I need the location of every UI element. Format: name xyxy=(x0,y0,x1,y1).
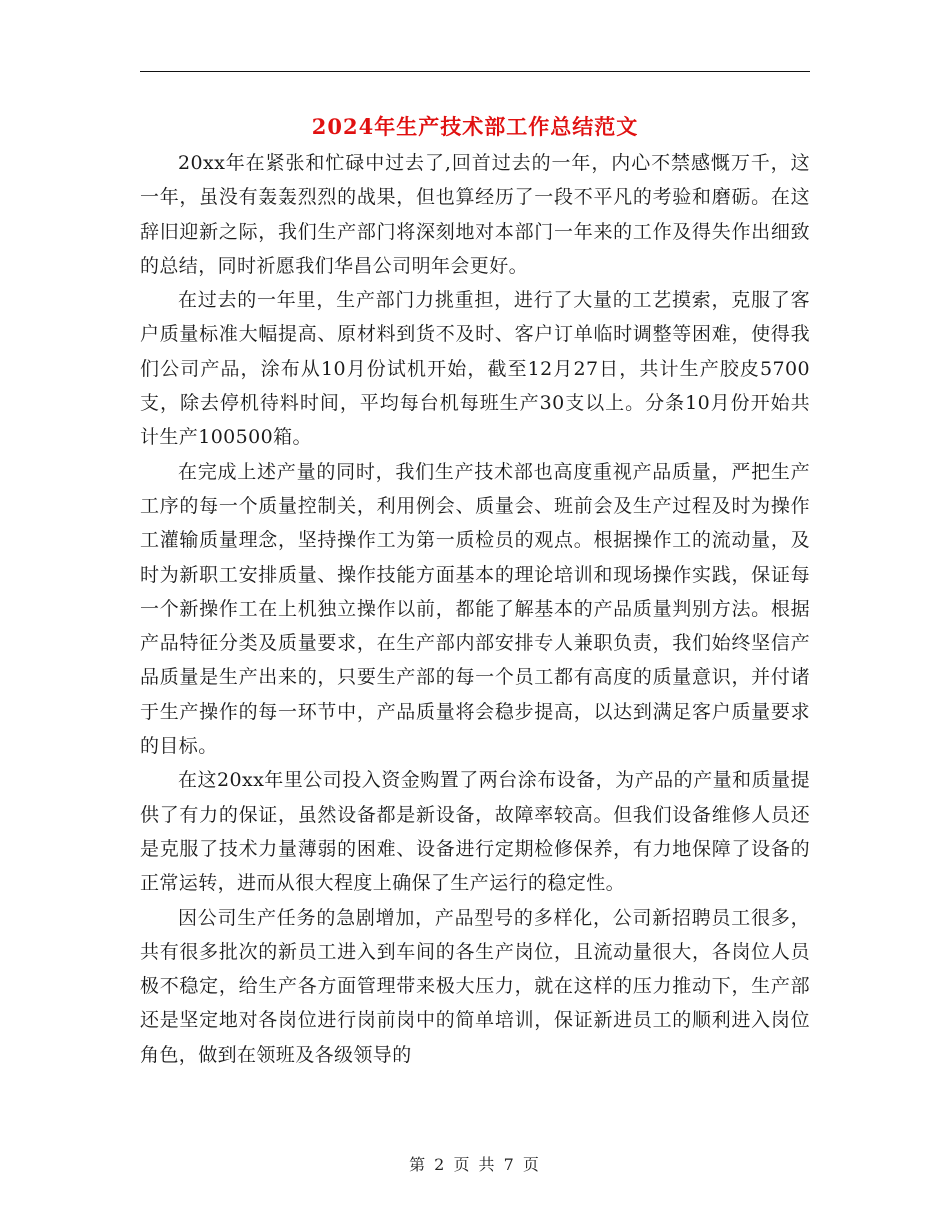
paragraph: 因公司生产任务的急剧增加，产品型号的多样化，公司新招聘员工很多，共有很多批次的新员工进入到车间的各生产岗位，且流动量很大，各岗位人员极不稳定，给生产各方面管理带来极大压力，就在这样的压力推动下，生产部还是坚定地对各岗位进行岗前岗中的简单培训，保证新进员工的顺利进入岗位角色，做到在领班及各级领导的 xyxy=(140,906,810,1066)
paragraph: 在这20xx年里公司投入资金购置了两台涂布设备，为产品的产量和质量提供了有力的保证，虽然设备都是新设备，故障率较高。但我们设备维修人员还是克服了技术力量薄弱的困难、设备进行定期检修保养，有力地保障了设备的正常运转，进而从很大程度上确保了生产运行的稳定性。 xyxy=(140,769,810,895)
paragraph: 在过去的一年里，生产部门力挑重担，进行了大量的工艺摸索，克服了客户质量标准大幅提高、原材料到货不及时、客户订单临时调整等困难，使得我们公司产品，涂布从10月份试机开始，截至12月27日，共计生产胶皮5700支，除去停机待料时间，平均每台机每班生产30支以上。分条10月份开始共计生产100500箱。 xyxy=(140,289,810,449)
document-body xyxy=(140,146,810,1072)
paragraph: 20xx年在紧张和忙碌中过去了,回首过去的一年，内心不禁感慨万千，这一年，虽没有轰轰烈烈的战果，但也算经历了一段不平凡的考验和磨砺。在这辞旧迎新之际，我们生产部门将深刻地对本部门一年来的工作及得失作出细致的总结，同时祈愿我们华昌公司明年会更好。 xyxy=(140,152,810,277)
header-rule xyxy=(140,71,810,72)
paragraph: 在完成上述产量的同时，我们生产技术部也高度重视产品质量，严把生产工序的每一个质量控制关，利用例会、质量会、班前会及生产过程及时为操作工灌输质量理念，坚持操作工为第一质检员的观点。根据操作工的流动量，及时为新职工安排质量、操作技能方面基本的理论培训和现场操作实践，保证每一个新操作工在上机独立操作以前，都能了解基本的产品质量判别方法。根据产品特征分类及质量要求，在生产部内部安排专人兼职负责，我们始终坚信产品质量是生产出来的，只要生产部的每一个员工都有高度的质量意识，并付诸于生产操作的每一环节中，产品质量将会稳步提高，以达到满足客户质量要求的目标。 xyxy=(140,460,810,758)
page-number: 第 2 页 共 7 页 xyxy=(409,1155,541,1174)
document-title: 2024年生产技术部工作总结范文 xyxy=(311,114,639,139)
